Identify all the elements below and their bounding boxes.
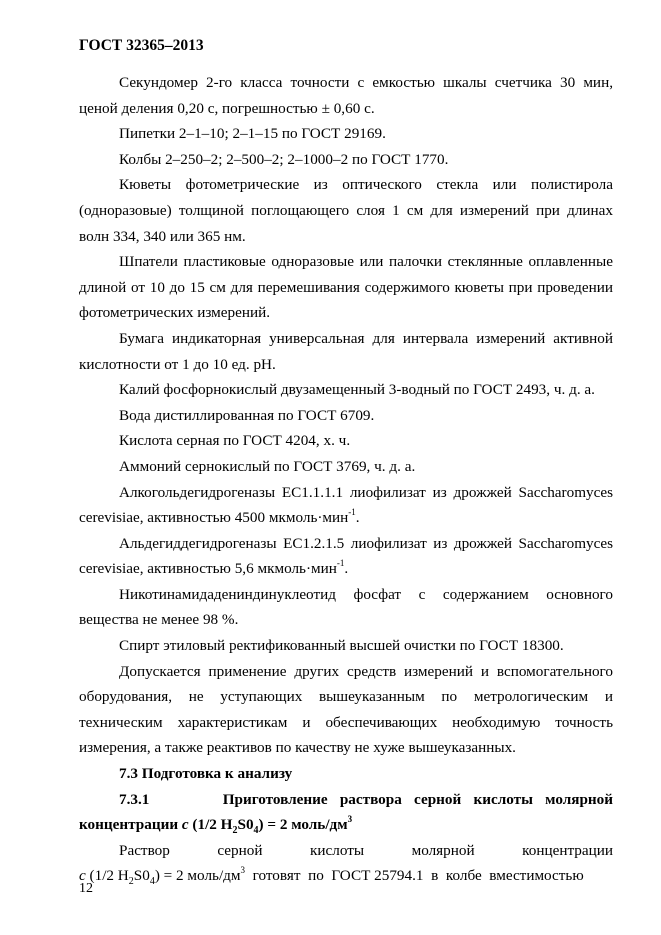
- paragraph: Калий фосфорнокислый двузамещенный 3-водный по ГОСТ 2493, ч. д. а.: [119, 381, 595, 399]
- document-header: ГОСТ 32365–2013: [79, 37, 204, 54]
- enzyme-1-exponent: -1: [348, 507, 356, 518]
- formula-subscript: 2: [232, 825, 238, 837]
- section-heading: 7.3 Подготовка к анализу: [119, 765, 293, 783]
- formula-subscript: 4: [253, 825, 259, 837]
- subsection-number: 7.3.1: [119, 790, 150, 808]
- formula-subscript: 4: [149, 876, 155, 888]
- formula-superscript: 3: [240, 865, 246, 876]
- formula-superscript: 3: [347, 814, 353, 825]
- formula-c: c: [79, 867, 86, 885]
- last-paragraph-line2: [79, 863, 613, 889]
- formula-part: ) = 2 моль/дм: [258, 816, 348, 834]
- paragraph: Спирт этиловый ректификованный высшей очистки по ГОСТ 18300.: [119, 637, 564, 655]
- enzyme-2-text: Альдегиддегидрогеназы ЕС1.2.1.5 лиофилизат из дрожжей Saccharomyces cerevisiae, активностью 5,6 мкмоль·мин: [79, 534, 613, 578]
- paragraph: Секундомер 2-го класса точности с емкостью шкалы счетчика 30 мин, ценой деления 0,20 с, погрешностью ± 0,60 с.: [79, 74, 613, 117]
- paragraph: Кислота серная по ГОСТ 4204, х. ч.: [119, 432, 351, 450]
- paragraph: Бумага индикаторная универсальная для интервала измерений активной кислотности от 1 до 10 ед. рН.: [79, 329, 613, 373]
- formula-subscript: 2: [128, 876, 134, 888]
- formula-part: (1/2 H: [188, 816, 233, 834]
- paragraph: Никотинамидадениндинуклеотид фосфат с содержанием основного вещества не менее 98 %.: [79, 585, 613, 629]
- paragraph: Вода дистиллированная по ГОСТ 6709.: [119, 406, 375, 424]
- paragraph: Аммоний сернокислый по ГОСТ 3769, ч. д. а.: [119, 457, 416, 475]
- paragraph: Пипетки 2–1–10; 2–1–15 по ГОСТ 29169.: [119, 125, 386, 143]
- last-paragraph-line1: Раствор серной кислоты молярной концентрации: [119, 841, 613, 859]
- page-number: 12: [79, 881, 93, 896]
- subsection-heading: [79, 787, 613, 838]
- formula-part: (1/2 H: [85, 867, 129, 885]
- document-body: [79, 70, 613, 889]
- enzyme-2-end: .: [344, 560, 349, 578]
- formula-part: S0: [133, 867, 150, 885]
- paragraph: Кюветы фотометрические из оптического стекла или полистирола (одноразовые) толщиной поглощающего слоя 1 см для измерений при длинах волн 334, 340 или 365 нм.: [79, 176, 613, 245]
- paragraph-enzyme-2: [79, 531, 613, 582]
- paragraph-enzyme-1: [79, 480, 613, 531]
- enzyme-1-text: Алкогольдегидрогеназы ЕС1.1.1.1 лиофилизат из дрожжей Saccharomyces cerevisiae, активностью 4500 мкмоль·мин: [79, 483, 613, 527]
- last-paragraph-tail: готовят по ГОСТ 25794.1 в колбе вместимостью: [245, 867, 584, 885]
- formula-part: S0: [237, 816, 254, 834]
- paragraph: Допускается применение других средств измерений и вспомогательного оборудования, не уступающих вышеуказанным по метрологическим и техническим характеристикам и обеспечивающих необходимую точность измерения, а также реактивов по качеству не хуже вышеуказанных.: [79, 662, 613, 757]
- enzyme-2-exponent: -1: [336, 558, 345, 569]
- paragraph: Шпатели пластиковые одноразовые или палочки стеклянные оплавленные длиной от 10 до 15 см для перемешивания содержимого кюветы при проведении фотометрических измерений.: [79, 253, 613, 322]
- subsection-text: Приготовление раствора серной кислоты молярной концентрации: [79, 790, 613, 834]
- formula-part: ) = 2 моль/дм: [154, 867, 241, 885]
- paragraph: Колбы 2–250–2; 2–500–2; 2–1000–2 по ГОСТ 1770.: [119, 150, 449, 168]
- subsection-c: c: [181, 816, 189, 834]
- enzyme-1-end: .: [355, 509, 360, 527]
